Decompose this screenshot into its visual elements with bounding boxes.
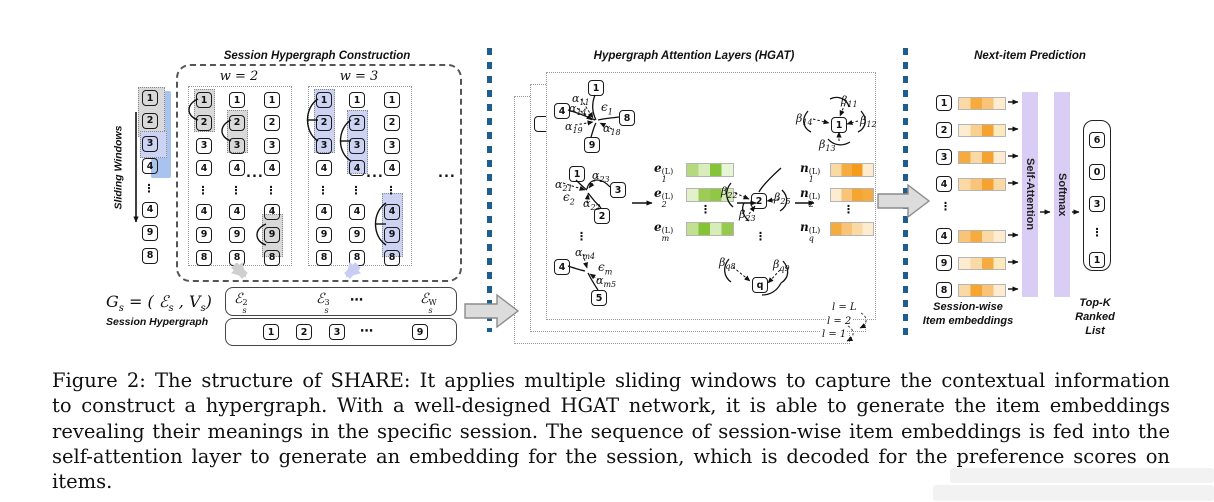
vertical-dots: ⋮ — [940, 200, 951, 213]
graph-node: 1 — [831, 117, 847, 133]
session-item: 9 — [142, 225, 158, 241]
beta-label: $\beta_{25}$ — [774, 191, 791, 207]
w3-label: w = 3 — [339, 69, 379, 84]
item-embedding-bar — [958, 124, 1006, 137]
caption-line: to construct a hypergraph. With a well-designed HGAT network, it is able to generate the item embeddings — [52, 394, 1170, 418]
softmax-layer: Softmax — [1054, 92, 1070, 297]
item-node: 4 — [384, 204, 400, 220]
item-node: 1 — [196, 92, 212, 108]
caption-line: self-attention layer to generate an embedding for the session, which is decoded for the preference scores on items. — [52, 444, 1170, 493]
node: 1 — [263, 324, 279, 340]
item-node: 9 — [229, 227, 245, 243]
hyperedge-eW: ℰ W s — [420, 291, 437, 315]
session-embeddings-label: Session-wise Item embeddings — [922, 301, 1014, 327]
item-embedding-bar — [958, 151, 1006, 164]
node-embedding-bar — [830, 188, 874, 202]
node: 3 — [329, 324, 345, 340]
session-item: 9 — [936, 255, 952, 271]
caption-line: revealing their meanings in the specific session. The sequence of session-wise item embeddings is fed into the — [52, 419, 1170, 443]
edge-embedding-bar — [686, 163, 734, 177]
ranked-item: ⋮ — [1091, 225, 1103, 239]
item-node: 4 — [196, 160, 212, 176]
item-node: 8 — [264, 250, 280, 266]
item-node: 4 — [349, 160, 365, 176]
ellipsis: ⋯ — [350, 293, 364, 308]
ellipsis: ⋯ — [360, 324, 374, 339]
vertical-dots: ⋮ — [576, 230, 587, 243]
caption-line: Figure 2: The structure of SHARE: It applies multiple sliding windows to capture the contextual information — [52, 369, 1170, 392]
ranked-item: 1 — [1089, 252, 1105, 268]
session-item: 4 — [936, 176, 952, 192]
item-column — [264, 92, 280, 266]
render-artifact — [950, 468, 1214, 483]
beta-label: $\beta_{q9}$ — [773, 258, 790, 274]
layer-label-L: l = L — [832, 302, 857, 313]
item-node: 8 — [196, 250, 212, 266]
graph-node: 3 — [610, 182, 626, 198]
ellipsis: ... — [246, 166, 264, 181]
epsilon-label: $\epsilon_2$ — [563, 190, 575, 207]
item-node: 4 — [384, 160, 400, 176]
item-node: 9 — [349, 227, 365, 243]
session-item: 8 — [142, 248, 158, 264]
w2-label: w = 2 — [219, 69, 259, 84]
topk-ranked-list — [1083, 120, 1111, 271]
item-column — [196, 92, 212, 266]
ranked-item: 0 — [1089, 164, 1105, 180]
node-embedding-label: n (L) 1 — [800, 161, 821, 184]
epsilon-label: $\epsilon_1$ — [601, 100, 613, 117]
hyperedge-e3: ℰ 3 s — [316, 291, 330, 315]
session-item: 1 — [142, 90, 158, 106]
alpha-label: $\alpha_{18}$ — [603, 122, 621, 138]
layer-label-2: l = 2 — [827, 316, 852, 327]
item-node: 8 — [316, 250, 332, 266]
beta-label: $\beta_{22}$ — [721, 185, 738, 201]
item-node: 1 — [384, 92, 400, 108]
item-node: 4 — [316, 204, 332, 220]
graph-node: 2 — [751, 193, 767, 209]
session-item: 1 — [936, 95, 952, 111]
item-node: 4 — [316, 160, 332, 176]
session-item: 3 — [936, 149, 952, 165]
formula-E: ℰ — [158, 292, 169, 311]
graph-node: 5 — [591, 290, 607, 306]
graph-node: 1 — [588, 80, 604, 96]
item-node: ⋮ — [350, 183, 362, 197]
item-node: 1 — [316, 92, 332, 108]
item-node: 1 — [349, 92, 365, 108]
item-node: 1 — [229, 92, 245, 108]
graph-node: 2 — [594, 208, 610, 224]
session-sequence-column — [142, 90, 158, 264]
node: 2 — [296, 324, 312, 340]
item-node: 2 — [264, 115, 280, 131]
item-column — [229, 92, 245, 266]
item-node: 2 — [229, 115, 245, 131]
ellipsis: ... — [438, 166, 456, 181]
alpha-label: $\alpha_{m4}$ — [575, 246, 596, 262]
alpha-label: $\alpha_{19}$ — [565, 120, 583, 136]
item-node: 3 — [349, 138, 365, 154]
alpha-label: $\alpha_{14}$ — [569, 102, 587, 118]
item-column — [316, 92, 332, 266]
vertical-dots: ⋮ — [755, 230, 766, 243]
node-embedding-bar — [830, 163, 874, 177]
ellipsis: ... — [366, 166, 384, 181]
item-node: 4 — [196, 204, 212, 220]
edge-embedding-label: e (L) m — [654, 220, 674, 243]
item-node: 3 — [384, 138, 400, 154]
beta-label: $\beta_{q8}$ — [719, 256, 736, 272]
graph-node: 4 — [554, 259, 570, 275]
alpha-label: $\alpha_{21}$ — [555, 178, 573, 194]
item-node: 4 — [229, 204, 245, 220]
item-node: 3 — [316, 138, 332, 154]
item-node: 3 — [264, 138, 280, 154]
panel3-title: Next-item Prediction — [974, 50, 1086, 62]
session-item: 2 — [142, 113, 158, 129]
topk-label: Top-K Ranked List — [1075, 297, 1115, 337]
session-item: 8 — [936, 282, 952, 298]
graph-node: 1 — [569, 166, 585, 182]
beta-label: $\beta_{23}$ — [739, 208, 756, 224]
panel2-title: Hypergraph Attention Layers (HGAT) — [593, 50, 795, 62]
session-item: 2 — [936, 122, 952, 138]
edge-embedding-label: e (L) 2 — [654, 186, 674, 209]
item-node: 4 — [264, 160, 280, 176]
panel-separator-1 — [487, 48, 492, 332]
vertical-dots: ⋮ — [843, 203, 854, 216]
item-node: ⋮ — [265, 183, 277, 197]
item-node: 4 — [349, 204, 365, 220]
alpha-label: $\alpha_{m5}$ — [596, 274, 617, 290]
beta-label: $\beta_{12}$ — [860, 114, 877, 130]
node-embedding-bar — [830, 222, 874, 236]
item-embedding-bar — [958, 284, 1006, 297]
item-embedding-bar — [958, 178, 1006, 191]
self-attention-layer: Self-Attention — [1022, 92, 1038, 297]
item-node: 4 — [229, 160, 245, 176]
item-node: ⋮ — [317, 183, 329, 197]
item-node: 9 — [316, 227, 332, 243]
beta-label: $\beta_{11}$ — [841, 94, 858, 110]
graph-node: q — [752, 277, 768, 293]
session-item: 3 — [142, 136, 158, 152]
item-node: 2 — [316, 115, 332, 131]
item-node: 9 — [384, 227, 400, 243]
hypergraph-formula: $G_s$ = ( ℰ$_s$ , $V_s$) — [106, 292, 212, 315]
alpha-label: $\alpha_{23}$ — [592, 169, 610, 185]
graph-node: 4 — [554, 103, 570, 119]
render-artifact — [933, 485, 1214, 501]
item-node: 2 — [349, 115, 365, 131]
item-node: 2 — [196, 115, 212, 131]
panel-separator-2 — [903, 48, 908, 335]
item-node: 2 — [384, 115, 400, 131]
alpha-label: $\alpha_{11}$ — [572, 92, 590, 108]
alpha-label: $\alpha_{22}$ — [583, 197, 601, 213]
session-item: ⋮ — [143, 181, 155, 195]
layer-label-1: l = 1 — [822, 329, 847, 340]
item-node: 8 — [349, 250, 365, 266]
sliding-windows-label: Sliding Windows — [112, 125, 125, 210]
item-node: 4 — [264, 204, 280, 220]
session-item: 4 — [142, 202, 158, 218]
session-item: 4 — [142, 158, 158, 174]
session-item: 4 — [936, 228, 952, 244]
item-node: ⋮ — [385, 183, 397, 197]
node-embedding-label: n (L) q — [800, 220, 821, 243]
graph-node: 8 — [619, 110, 635, 126]
item-column — [349, 92, 365, 266]
edge-embedding-label: e (L) 1 — [654, 161, 674, 184]
vertical-dots: ⋮ — [700, 203, 711, 216]
item-node: 9 — [264, 227, 280, 243]
hyperedge-e2: ℰ 2 s — [234, 291, 248, 315]
epsilon-label: $\epsilon_m$ — [598, 260, 613, 277]
item-node: 3 — [229, 138, 245, 154]
ranked-item: 6 — [1089, 132, 1105, 148]
item-node: 8 — [384, 250, 400, 266]
graph-node: 9 — [584, 137, 600, 153]
item-embedding-bar — [958, 257, 1006, 270]
item-embedding-bar — [958, 97, 1006, 110]
item-node: 1 — [264, 92, 280, 108]
item-node: 8 — [229, 250, 245, 266]
item-node: ⋮ — [197, 183, 209, 197]
edge-embedding-bar — [686, 222, 734, 236]
ranked-item: 3 — [1089, 196, 1105, 212]
item-column — [384, 92, 400, 266]
session-hypergraph-label: Session Hypergraph — [106, 316, 209, 328]
item-node: ⋮ — [230, 183, 242, 197]
node: 9 — [412, 324, 428, 340]
beta-label: $\beta_{13}$ — [819, 138, 836, 154]
item-embedding-bar — [958, 230, 1006, 243]
beta-label: $\beta_{14}$ — [796, 112, 813, 128]
panel1-title: Session Hypergraph Construction — [223, 50, 411, 62]
formula-G: G — [106, 292, 119, 311]
item-node: 3 — [196, 138, 212, 154]
item-node: 9 — [196, 227, 212, 243]
node-embedding-label: n (L) 2 — [800, 186, 821, 209]
formula-V: V — [188, 292, 201, 311]
